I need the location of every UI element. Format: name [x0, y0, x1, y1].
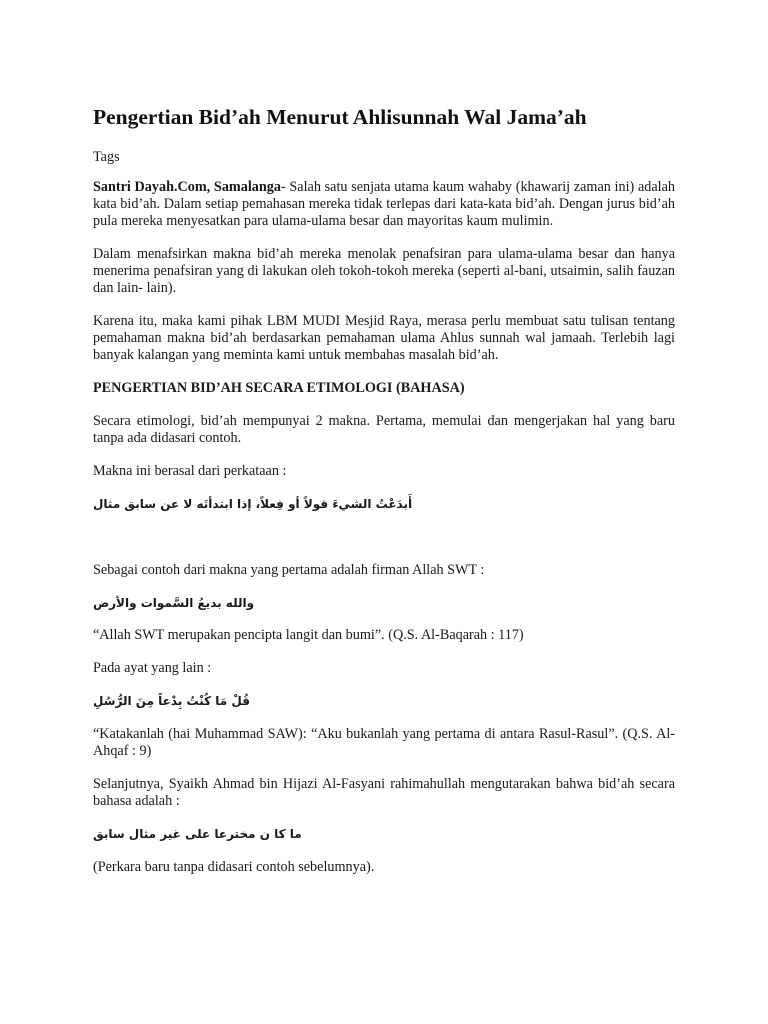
intro-lead: Santri Dayah.Com, Samalanga: [93, 179, 281, 195]
arabic-quote-1-text: أَبدَعْتُ الشيءَ قولاً أو فِعلاً، إذا ابتدأتَه لا عن سابق مثال: [93, 497, 413, 511]
intro-paragraph: [93, 179, 675, 230]
arabic-quote-4: [93, 826, 675, 843]
tags-label: Tags: [93, 149, 120, 165]
arabic-quote-3: [93, 693, 675, 710]
paragraph-8: Pada ayat yang lain :: [93, 660, 212, 676]
paragraph-10: Selanjutnya, Syaikh Ahmad bin Hijazi Al-Fasyani rahimahullah mengutarakan bahwa bid’ah secara bahasa adalah :: [93, 776, 675, 809]
arabic-quote-2-text: والله بديعُ السَّموات والأرض: [93, 596, 255, 610]
paragraph-6: Sebagai contoh dari makna yang pertama adalah firman Allah SWT :: [93, 562, 485, 578]
document-page: [93, 102, 675, 876]
paragraph-4: Secara etimologi, bid’ah mempunyai 2 makna. Pertama, memulai dan mengerjakan hal yang baru tanpa ada didasari contoh.: [93, 413, 675, 446]
intro-text: - Salah satu senjata utama kaum wahaby (khawarij zaman ini) adalah kata bid’ah. Dalam setiap pemahasan mereka tidak terlepas dari kata-kata bid’ah. Dengan jurus bid’ah pula mereka menyesatkan para ulama-ulama besar dan mayoritas kaum mulimin.: [93, 179, 675, 229]
paragraph-9: “Katakanlah (hai Muhammad SAW): “Aku bukanlah yang pertama di antara Rasul-Rasul”. (Q.S. Al-Ahqaf : 9): [93, 726, 675, 759]
paragraph-7: “Allah SWT merupakan pencipta langit dan bumi”. (Q.S. Al-Baqarah : 117): [93, 627, 524, 643]
paragraph-5: Makna ini berasal dari perkataan :: [93, 463, 287, 479]
paragraph-2: Dalam menafsirkan makna bid’ah mereka menolak penafsiran para ulama-ulama besar dan hanya menerima penafsiran yang di lakukan oleh tokoh-tokoh mereka (seperti al-bani, utsaimin, salih fauzan dan lain- lain).: [93, 246, 675, 296]
arabic-quote-3-text: قُلْ مَا كُنْتُ بِدْعاً مِنَ الرُّسُلِ: [93, 694, 250, 708]
paragraph-11: (Perkara baru tanpa didasari contoh sebelumnya).: [93, 859, 375, 875]
document-title: Pengertian Bid’ah Menurut Ahlisunnah Wal Jama’ah: [93, 105, 587, 129]
arabic-quote-1: [93, 496, 675, 513]
arabic-quote-2: [93, 595, 675, 612]
section-heading: PENGERTIAN BID’AH SECARA ETIMOLOGI (BAHASA): [93, 380, 465, 396]
arabic-quote-4-text: ما كا ن مخترعا على غير مثال سابق: [93, 827, 302, 841]
paragraph-3: Karena itu, maka kami pihak LBM MUDI Mesjid Raya, merasa perlu membuat satu tulisan tentang pemahaman makna bid’ah berdasarkan pemahaman ulama Ahlus sunnah wal jamaah. Terlebih lagi banyak kalangan yang meminta kami untuk membahas masalah bid’ah.: [93, 313, 675, 363]
